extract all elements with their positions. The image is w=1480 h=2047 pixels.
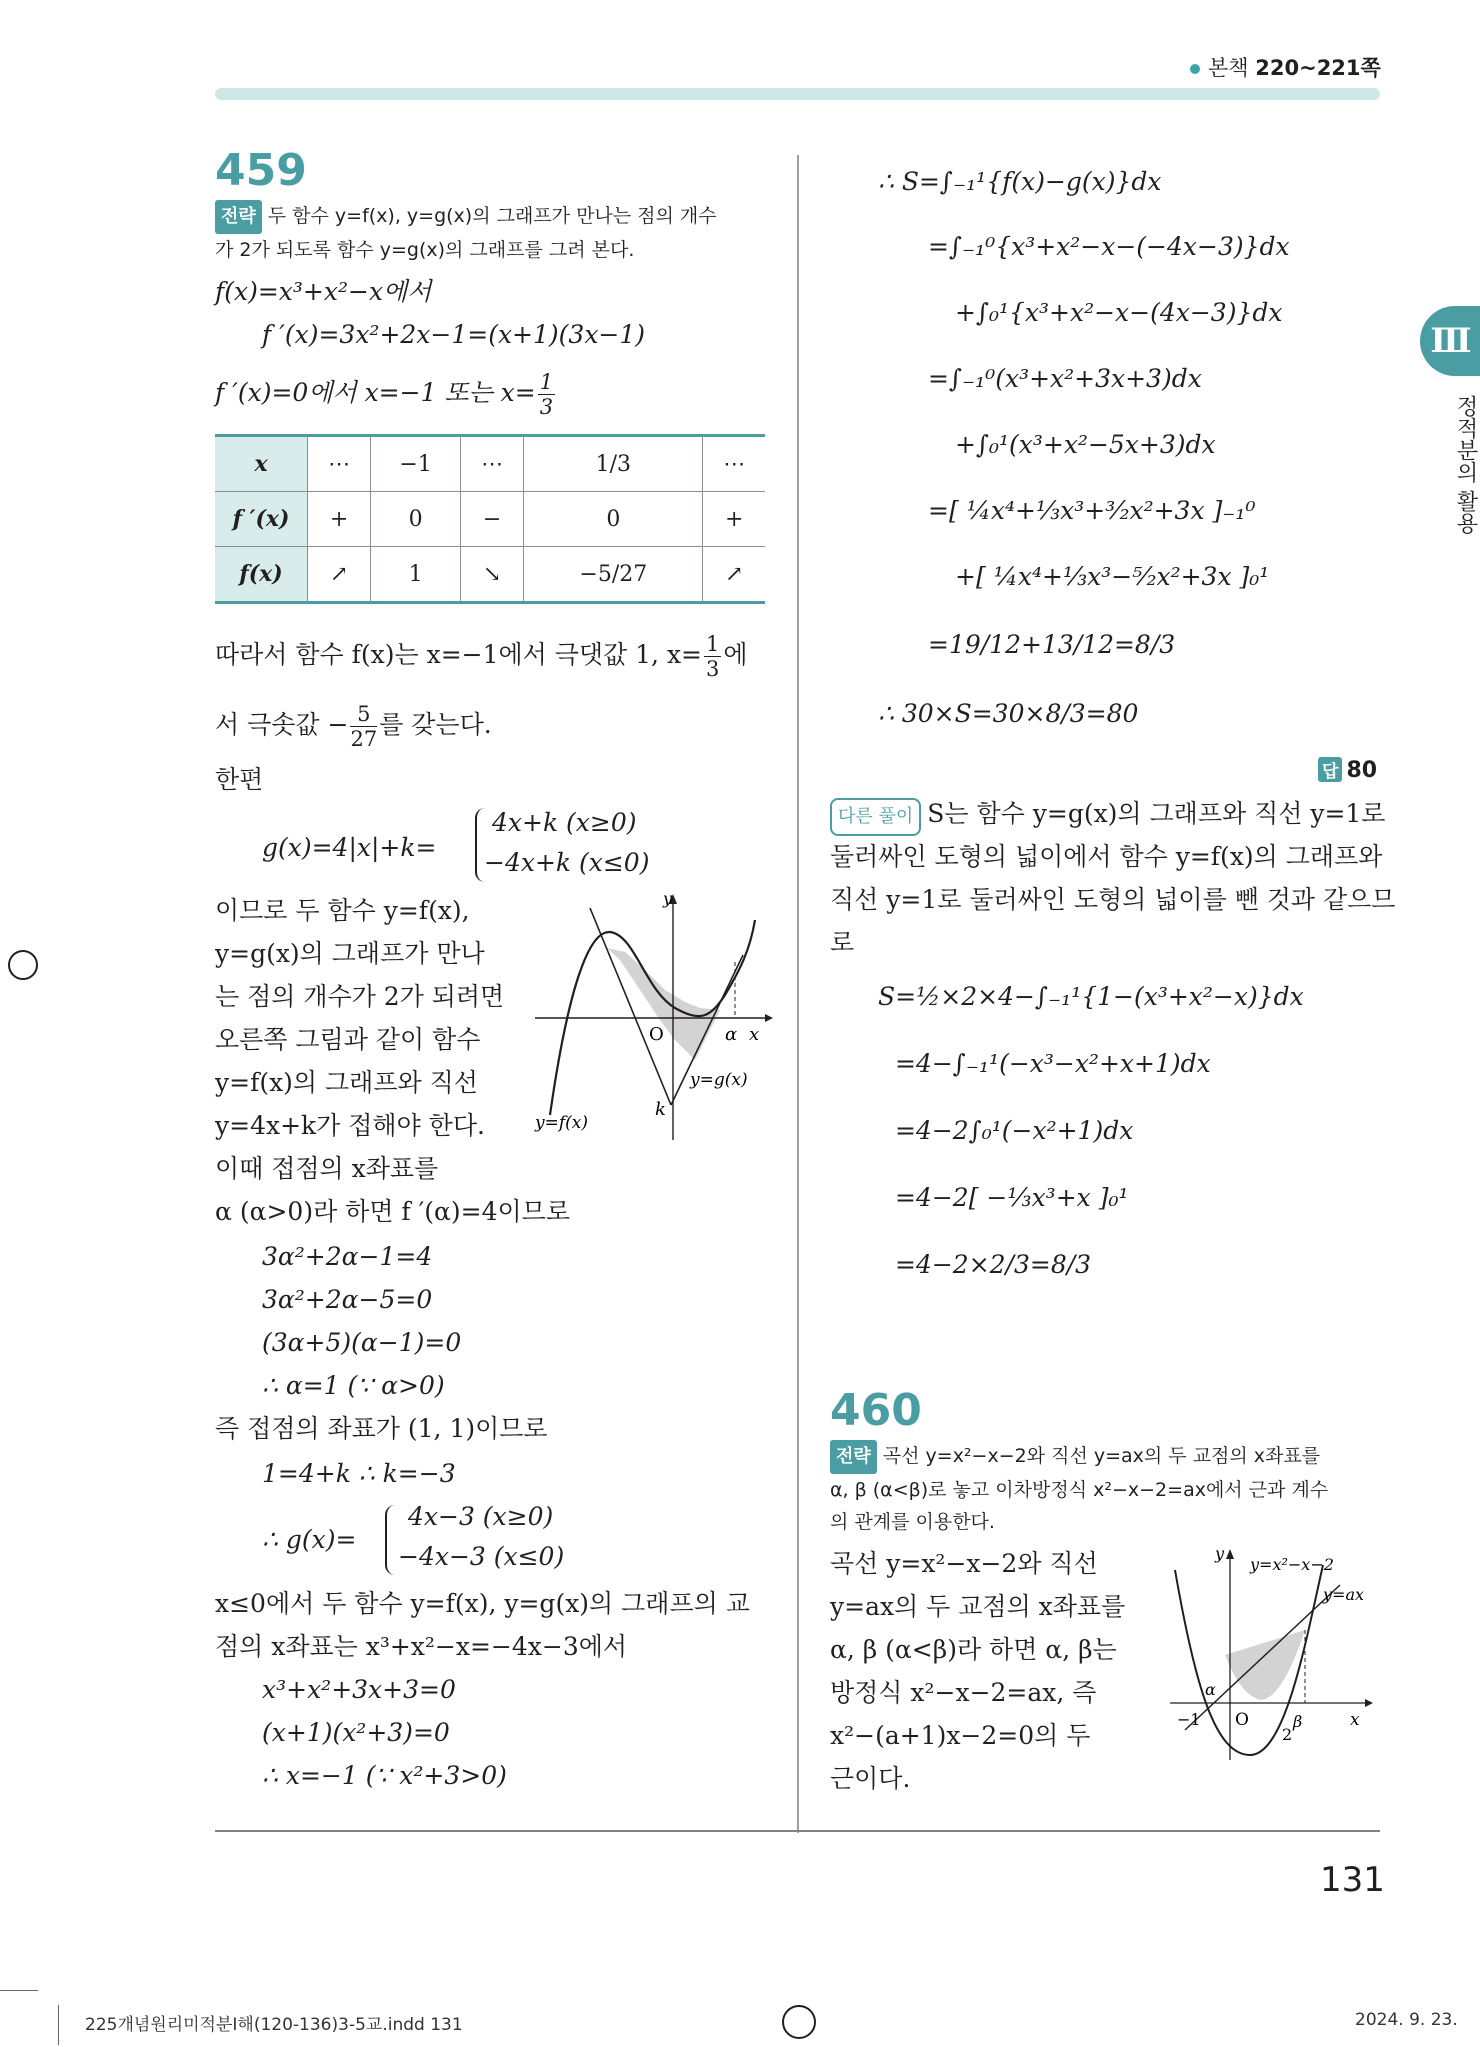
eq-line: =[ ¼x⁴+⅓x³+³⁄₂x²+3x ]₋₁⁰ — [928, 496, 1256, 525]
problem-number: 460 — [830, 1385, 922, 1436]
table-cell: ⋯ — [460, 436, 523, 492]
frac-num: 1 — [706, 632, 720, 656]
text-line: 근이다. — [830, 1764, 911, 1793]
graph-label: α — [725, 1024, 738, 1045]
line-ax — [1185, 1585, 1340, 1730]
frac-den: 27 — [350, 727, 378, 751]
variation-table — [215, 434, 765, 604]
text-line: 는 점의 개수가 2가 되려면 — [215, 982, 505, 1011]
eq-line: ∴ S=∫₋₁¹{f(x)−g(x)}dx — [878, 167, 1162, 196]
graph-label: y — [663, 890, 673, 908]
y-axis-arrow-icon — [1226, 1549, 1234, 1559]
eq-text: 에 — [723, 640, 748, 669]
strategy-line: α, β (α<β)로 놓고 이차방정식 x²−x−2=ax에서 근과 계수 — [830, 1479, 1329, 1501]
table-cell: 1/3 — [524, 436, 703, 492]
text-line — [215, 702, 492, 751]
eq-line: =∫₋₁⁰(x³+x²+3x+3)dx — [928, 364, 1202, 393]
eq-line: ∴ x=−1 (∵ x²+3>0) — [262, 1761, 507, 1790]
graph-459 — [525, 890, 775, 1140]
strategy — [830, 1440, 1328, 1538]
text-line — [215, 632, 748, 681]
table-cell: + — [703, 492, 765, 547]
frac-num: 5 — [350, 702, 377, 727]
top-bar — [215, 88, 1380, 100]
eq-line: f ′(x)=3x²+2x−1=(x+1)(3x−1) — [262, 320, 646, 349]
table-cell: ⋯ — [703, 436, 765, 492]
strategy-line: 두 함수 y=f(x), y=g(x)의 그래프가 만나는 점의 개수 — [267, 205, 717, 227]
graph-label: 2 — [1282, 1725, 1293, 1744]
graph-460 — [1165, 1545, 1385, 1765]
column-divider — [797, 155, 799, 1833]
eq-line: =19/12+13/12=8/3 — [928, 630, 1176, 659]
graph-label: O — [649, 1024, 664, 1045]
case-line: −4x+k (x≤0) — [484, 848, 650, 877]
table-cell: −5/27 — [524, 547, 703, 603]
eq-text: 따라서 함수 f(x)는 x=−1에서 극댓값 1, x= — [215, 640, 702, 669]
strategy-line: 의 관계를 이용한다. — [830, 1511, 995, 1533]
fraction — [538, 370, 555, 419]
graph-label: β — [1293, 1712, 1303, 1731]
table-cell: x — [215, 436, 308, 492]
chapter-badge: Ⅲ — [1420, 306, 1480, 376]
crop-mark — [58, 2005, 59, 2045]
text-line: y=f(x)의 그래프와 직선 — [215, 1068, 478, 1097]
problem-number: 459 — [215, 145, 307, 196]
ref-pages: 220~221쪽 — [1255, 56, 1381, 80]
text-line: y=4x+k가 접해야 한다. — [215, 1111, 485, 1140]
eq-line: =∫₋₁⁰{x³+x²−x−(−4x−3)}dx — [928, 232, 1290, 261]
strategy-tag: 전략 — [830, 1440, 877, 1474]
strategy-line: 가 2가 되도록 함수 y=g(x)의 그래프를 그려 본다. — [215, 239, 635, 261]
g-result: ∴ g(x)= — [262, 1525, 357, 1554]
graph-label: O — [1235, 1710, 1249, 1730]
text-line: x²−(a+1)x−2=0의 두 — [830, 1721, 1091, 1750]
text-line: 점의 x좌표는 x³+x²−x=−4x−3에서 — [215, 1632, 628, 1661]
graph-label: y=g(x) — [690, 1070, 748, 1090]
answer-tag: 답 — [1318, 757, 1342, 782]
registration-mark-icon — [8, 950, 38, 980]
text-line: 이므로 두 함수 y=f(x), — [215, 896, 470, 925]
frac-den: 3 — [539, 395, 554, 419]
graph-label: α — [1205, 1680, 1216, 1699]
table-cell: + — [308, 492, 371, 547]
text-line: 오른쪽 그림과 같이 함수 — [215, 1025, 481, 1054]
text-line: x≤0에서 두 함수 y=f(x), y=g(x)의 그래프의 교 — [215, 1589, 750, 1618]
eq-line — [215, 370, 557, 419]
alt-line: 직선 y=1로 둘러싸인 도형의 넓이를 뺀 것과 같으므 — [830, 885, 1396, 914]
footer-date: 2024. 9. 23. — [1355, 2010, 1458, 2030]
x-axis-arrow-icon — [765, 1014, 773, 1022]
answer — [1318, 757, 1377, 783]
text-line: 이때 접점의 x좌표를 — [215, 1154, 439, 1183]
bullet-dot-icon — [1190, 64, 1200, 74]
eq-text: f ′(x)=0에서 x=−1 또는 x= — [215, 378, 536, 407]
strategy-tag: 전략 — [215, 200, 262, 234]
eq-line: f(x)=x³+x²−x에서 — [215, 277, 432, 306]
table-cell: f(x) — [215, 547, 308, 603]
case-line: −4x−3 (x≤0) — [398, 1542, 565, 1571]
text-line: y=g(x)의 그래프가 만나 — [215, 939, 485, 968]
graph-label: y — [1215, 1545, 1225, 1563]
text-line: 곡선 y=x²−x−2와 직선 — [830, 1549, 1098, 1578]
eq-line: =4−∫₋₁¹(−x³−x²+x+1)dx — [895, 1049, 1211, 1078]
strategy — [215, 200, 717, 266]
strategy-line: 곡선 y=x²−x−2와 직선 y=ax의 두 교점의 x좌표를 — [882, 1445, 1321, 1467]
footer-file: 225개념원리미적분Ⅰ해(120-136)3-5교.indd 131 — [85, 2015, 463, 2035]
eq-line: +∫₀¹{x³+x²−x−(4x−3)}dx — [955, 298, 1283, 327]
graph-label: −1 — [1177, 1710, 1201, 1729]
eq-line: x³+x²+3x+3=0 — [262, 1675, 456, 1704]
eq-text: 서 극솟값 − — [215, 710, 349, 739]
chapter-title: 정적분의 활용 — [1453, 395, 1478, 534]
page-number: 131 — [1320, 1860, 1385, 1900]
eq-line: ∴ 30×S=30×8/3=80 — [878, 699, 1139, 728]
table-cell: −1 — [371, 436, 461, 492]
crop-mark — [0, 1990, 38, 1991]
graph-label: x — [1350, 1710, 1360, 1730]
table-cell: ⋯ — [308, 436, 371, 492]
table-cell: 0 — [371, 492, 461, 547]
g-definition: g(x)=4|x|+k= — [262, 833, 437, 862]
graph-label: y=ax — [1323, 1585, 1365, 1604]
eq-line: 3α²+2α−1=4 — [262, 1242, 433, 1271]
eq-line: =4−2×2/3=8/3 — [895, 1250, 1092, 1279]
eq-line: 3α²+2α−5=0 — [262, 1285, 433, 1314]
eq-line: =4−2∫₀¹(−x²+1)dx — [895, 1116, 1134, 1145]
text-line: 즉 접점의 좌표가 (1, 1)이므로 — [215, 1414, 548, 1443]
table-cell: 1 — [371, 547, 461, 603]
alt-tag: 다른 풀이 — [830, 798, 921, 836]
ref-label: 본책 — [1208, 56, 1249, 80]
text-line: 방정식 x²−x−2=ax, 즉 — [830, 1678, 1097, 1707]
eq-line: ∴ α=1 (∵ α>0) — [262, 1371, 445, 1400]
fraction — [704, 632, 721, 681]
text-line: α (α>0)라 하면 f ′(α)=4이므로 — [215, 1197, 570, 1226]
graph-label: x — [749, 1024, 760, 1045]
bottom-rule — [215, 1830, 1380, 1832]
eq-line: (x+1)(x²+3)=0 — [262, 1718, 450, 1747]
brace-icon — [385, 1505, 399, 1575]
table-cell: − — [460, 492, 523, 547]
eq-text: S는 함수 y=g(x)의 그래프와 직선 y=1로 — [927, 799, 1386, 828]
alt-line: 로 — [830, 928, 855, 957]
graph-label: k — [655, 1099, 666, 1120]
book-reference — [1190, 52, 1381, 82]
x-axis-arrow-icon — [1365, 1699, 1373, 1707]
alt-line: 둘러싸인 도형의 넓이에서 함수 y=f(x)의 그래프와 — [830, 842, 1383, 871]
eq-text: 를 갖는다. — [379, 710, 492, 739]
fraction — [350, 702, 377, 751]
text-line: α, β (α<β)라 하면 α, β는 — [830, 1635, 1117, 1664]
table-cell: ↗ — [308, 547, 371, 603]
registration-mark-icon — [782, 2005, 816, 2039]
answer-value: 80 — [1346, 758, 1378, 783]
alt-line — [830, 797, 1385, 836]
graph-label: y=x²−x−2 — [1250, 1555, 1334, 1574]
eq-line: +∫₀¹(x³+x²−5x+3)dx — [955, 430, 1216, 459]
table-cell: ↗ — [703, 547, 765, 603]
eq-line: =4−2[ −⅓x³+x ]₀¹ — [895, 1183, 1129, 1212]
eq-line: S=½×2×4−∫₋₁¹{1−(x³+x²−x)}dx — [878, 982, 1304, 1011]
frac-num: 1 — [539, 370, 554, 394]
eq-line: 1=4+k ∴ k=−3 — [262, 1459, 456, 1488]
case-line: 4x−3 (x≥0) — [408, 1502, 554, 1531]
eq-line: +[ ¼x⁴+⅓x³−⁵⁄₂x²+3x ]₀¹ — [955, 562, 1270, 591]
case-line: 4x+k (x≥0) — [492, 808, 637, 837]
text-line: y=ax의 두 교점의 x좌표를 — [830, 1592, 1126, 1621]
table-cell: f ′(x) — [215, 492, 308, 547]
table-cell: ↘ — [460, 547, 523, 603]
graph-label: y=f(x) — [535, 1113, 588, 1133]
text-line: 한편 — [215, 765, 264, 794]
eq-line: (3α+5)(α−1)=0 — [262, 1328, 462, 1357]
frac-den: 3 — [706, 657, 720, 681]
table-cell: 0 — [524, 492, 703, 547]
